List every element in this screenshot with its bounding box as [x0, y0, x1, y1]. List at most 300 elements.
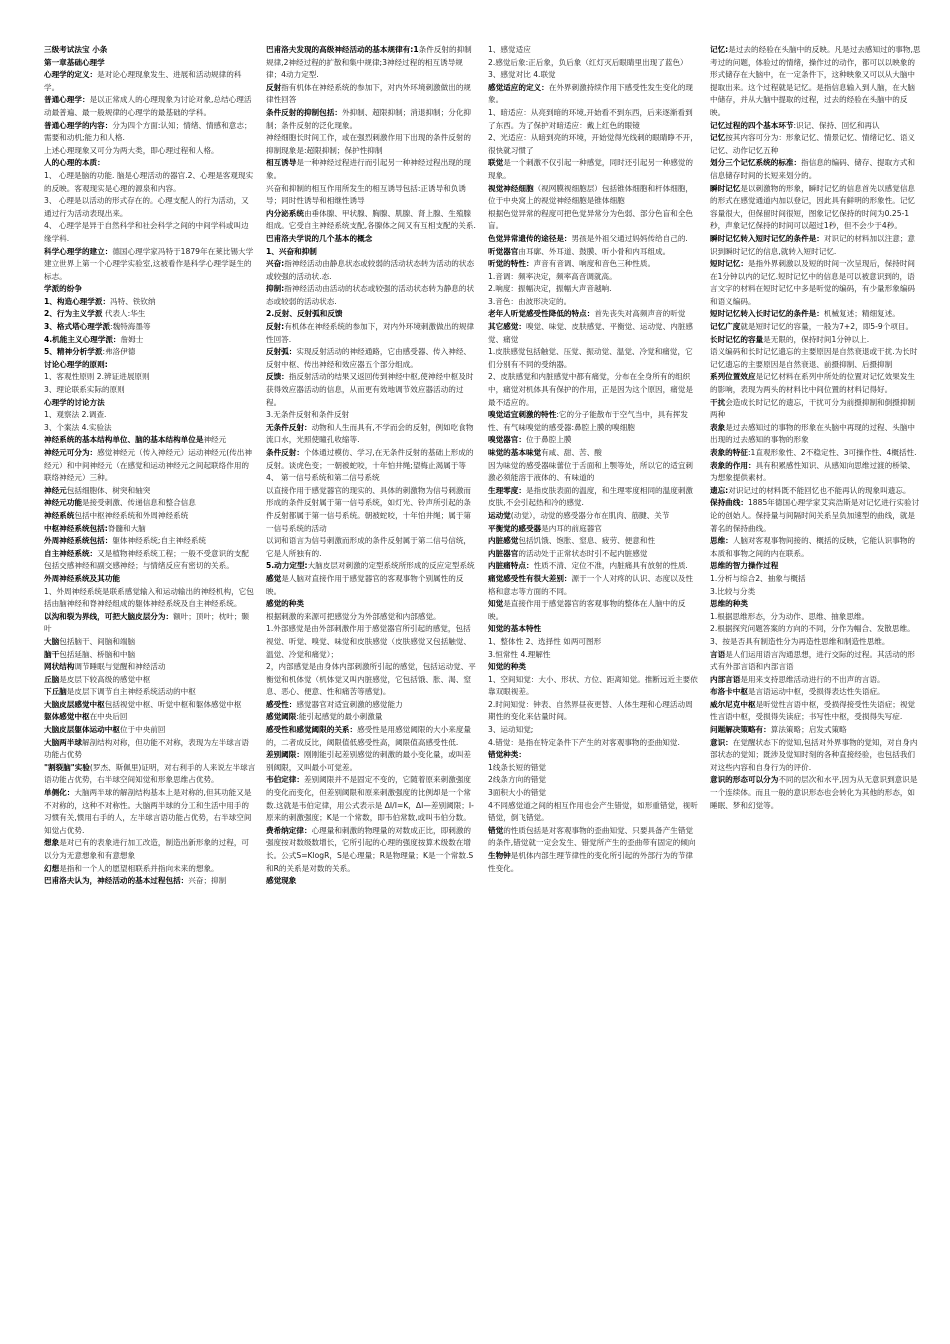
- body-text: 动物和人生而具有,不学而会的反射，例如吃食物流口水，光照使瞳孔收缩等.: [266, 422, 474, 445]
- body-text: 有机体在神经系统的参加下，对内外环境刺激做出的规律性回答.: [266, 322, 475, 344]
- bold-term: 遗忘:: [710, 485, 729, 495]
- bold-term: 思维的智力操作过程: [710, 561, 779, 571]
- bold-term: 记忆: [710, 133, 726, 143]
- paragraph: [710, 485, 922, 498]
- body-text: 3、感觉对比 4.联觉: [488, 70, 556, 80]
- paragraph: [44, 422, 256, 435]
- paragraph: [44, 737, 256, 762]
- body-text: 3.恒常性 4.理解性: [488, 649, 551, 659]
- paragraph: [266, 409, 478, 422]
- body-text: 是直接作用于感觉器官的客观事物的整体在人脑中的反映。: [488, 599, 686, 621]
- paragraph: [44, 497, 256, 510]
- bold-term: 错觉种类：: [488, 750, 526, 760]
- body-text: 是内耳的前庭器官: [541, 523, 602, 533]
- body-text: 是机体内部生理节律性的变化所引起的外部行为的节律性变化。: [488, 851, 694, 873]
- body-text: 又是植物神经系统工程；一般不受意识的支配包括交感神经和副交感神经；与情绪反应有密切的关系。: [44, 548, 250, 571]
- bold-term: 丘脑: [44, 674, 60, 684]
- paragraph: [710, 233, 922, 258]
- body-text: 是皮层下调节自主神经系统活动的中枢: [66, 687, 196, 697]
- body-text: 指有机体在神经系统的参加下，对内外环境刺激做出的规律性回答: [266, 82, 472, 105]
- bold-term: 心理学的讨论方法: [44, 397, 105, 407]
- body-text: 3、按是否具有制造性分为再造性思维和制造性思维。: [710, 636, 890, 646]
- paragraph: [44, 573, 256, 586]
- paragraph: [488, 258, 700, 271]
- paragraph: [488, 548, 700, 561]
- bold-term: 记忆广度: [710, 322, 741, 332]
- body-text: 是皮层下较高级的感觉中枢: [59, 674, 151, 684]
- paragraph: [488, 283, 700, 296]
- paragraph: [710, 535, 922, 560]
- paragraph: [488, 749, 700, 762]
- bold-term: 联觉: [488, 158, 504, 168]
- paragraph: [44, 485, 256, 498]
- paragraph: [266, 825, 478, 875]
- bold-term: 系列位置效应: [710, 372, 756, 382]
- bold-term: 反射弧：: [266, 347, 297, 357]
- body-text: 按其内容可分为：形象记忆、情景记忆、情绪记忆、语义记忆、动作记忆五种: [710, 133, 916, 155]
- body-text: 声音有音调、响度和音色三种性质。: [533, 259, 656, 269]
- body-text: 2、皮肤感觉和内脏感觉中都有痛觉，分布在全身所有的组织中，痛觉对机体具有保护的作用，正是因为这个原因，痛觉是最不适应的。: [488, 372, 694, 407]
- body-text: 对识记的材料加以注意；意识到瞬时记忆的信息,就转入短时记忆.: [710, 233, 916, 256]
- body-text: :弗洛伊德: [102, 347, 136, 357]
- paragraph: [266, 749, 478, 774]
- body-text: 有咸、甜、苦、酸: [541, 448, 602, 457]
- paragraph: [44, 863, 256, 876]
- paragraph: [488, 233, 700, 246]
- paragraph: [488, 850, 700, 875]
- paragraph: [44, 787, 256, 837]
- paragraph: [710, 573, 922, 586]
- bold-term: 心理学的定义：: [44, 70, 98, 80]
- body-text: 人脑对客观事物间接的、概括的反映，它能认识事物的本质和事物之间的内在联系。: [710, 536, 916, 558]
- paragraph: [44, 409, 256, 422]
- bold-term: 知觉的种类: [488, 662, 526, 672]
- body-text: 实现反射活动的神经通路，它由感受器、传入神经、反射中枢、传出神经和效应器五个部分组成。: [266, 347, 472, 369]
- body-text: 是言语运动中枢，受损得表达性失语症。: [747, 687, 885, 697]
- paragraph: [710, 560, 922, 573]
- paragraph: [488, 296, 700, 309]
- body-text: (罗杰、斯佩里)证明，对右利手的人来说左半球言语功能占优势，右半球空间知觉和形象思维占优势。: [44, 762, 256, 785]
- bold-term: 味觉的基本味觉: [488, 448, 542, 457]
- body-text: 额叶；顶叶；枕叶；颞叶: [44, 611, 250, 634]
- body-text: 由耳廓、外耳道、鼓膜、听小骨和内耳组成。: [518, 246, 671, 256]
- paragraph: [710, 598, 922, 611]
- bold-term: 费希纳定律：: [266, 825, 312, 835]
- body-text: 是对已有的表象进行加工改造，制造出新形象的过程，可以分为无意想象和有意想象: [44, 838, 250, 860]
- bold-term: 意识：: [710, 737, 733, 747]
- body-text: 2.根据探究问题答案的方向的不同，分作为幅合、发散思维。: [710, 624, 915, 634]
- paragraph: [266, 371, 478, 409]
- paragraph: [488, 82, 700, 107]
- column-3: [488, 44, 700, 1336]
- paragraph: [710, 686, 922, 699]
- bold-term: 反射:: [266, 322, 285, 332]
- bold-term: 内脏器官: [488, 548, 519, 558]
- body-text: 位于鼻腔上膜: [525, 435, 572, 445]
- bold-term: 内脏痛特点：: [488, 561, 534, 571]
- body-text: 外抑制、超限抑制；消退抑制；分化抑制；条件反射的泛化现象。: [266, 107, 472, 130]
- body-text: 是指和一个人的愿望相联系并指向未来的想象。: [59, 863, 219, 873]
- paragraph: [266, 560, 478, 573]
- paragraph: [488, 485, 700, 510]
- bold-term: 躯体感觉中枢: [44, 712, 90, 722]
- paragraph: [488, 107, 700, 132]
- body-text: 1.外部感觉是由外部刺激作用于感觉器官所引起的感觉，包括视觉、听觉、嗅觉、味觉和皮肤感觉（皮肤感觉又包括触觉、温觉、冷觉和痛觉）；: [266, 624, 472, 659]
- body-text: 4、 心理学是异于自然科学和社会科学之间的中间学科或叫边缘学科.: [44, 221, 249, 243]
- body-text: 在觉醒状态下的觉知,包括对外界事物的觉知，对自身内部状态的觉知；既涉及觉知时刻的各种直接经验，也包括我们对这些内容和自身行为的评价.: [710, 737, 918, 772]
- paragraph: [44, 397, 256, 410]
- bold-term: 幻想: [44, 863, 60, 873]
- paragraph: [266, 346, 478, 371]
- bold-term: 瞬时记忆转入短时记忆的条件是：: [710, 233, 824, 243]
- body-text: 1、客观性原则 2.辨证进展原则: [44, 372, 150, 382]
- body-text: 4.错觉：是指在特定条件下产生的对客观事物的歪曲知觉.: [488, 737, 680, 747]
- paragraph: [488, 598, 700, 623]
- paragraph: [710, 447, 922, 460]
- paragraph: [488, 649, 700, 662]
- paragraph: [266, 132, 478, 157]
- body-text: 感觉神经元（传入神经元）运动神经元(传出神经元）和中间神经元（在感觉和运动神经元之间起联络作用的联络神经元）三种。: [44, 448, 252, 483]
- body-text: 算法策略；启发式策略: [770, 725, 847, 735]
- paragraph: [710, 774, 922, 812]
- paragraph: [266, 611, 478, 624]
- paragraph: [488, 434, 700, 447]
- paragraph: [266, 875, 478, 888]
- paragraph: [710, 183, 922, 233]
- body-text: 1、暗适应：从亮到暗的环境,开始看不到东西，后来逐渐看到了东西。为了保护对暗适应：戴上红色的眼镜: [488, 107, 693, 130]
- paragraph: [266, 233, 478, 246]
- body-text: 因为味觉的感受器味蕾位于舌面和上颚等处，所以它的适宜刺激必须能溶于液体的、有味道的: [488, 460, 694, 483]
- body-text: 冯特、铁钦纳: [110, 296, 156, 306]
- bold-term: 讨论心理学的原则:: [44, 359, 108, 369]
- body-text: 根据色觉异常的程度可把色觉异常分为色弱、部分色盲和全色盲。: [488, 208, 694, 231]
- body-text: 语义编码和长时记忆遗忘的主要原因是自然衰退或干扰.为长时记忆遗忘的主要原因是自然衰退、前摄抑制、后摄抑制: [710, 347, 918, 369]
- paragraph: [266, 246, 478, 259]
- bold-term: 大脑: [44, 636, 60, 646]
- body-text: 2线条方向的错觉: [488, 775, 546, 785]
- paragraph: [266, 44, 478, 82]
- paragraph: [266, 258, 478, 283]
- bold-term: 生理零度：: [488, 485, 526, 495]
- paragraph: [44, 94, 256, 119]
- body-text: 由垂体腺、甲状腺、胸腺、肌腺、肾上腺、生殖腺组成。它受自主神经系统支配,各腺体之间又有互相支配的关系.: [266, 208, 476, 231]
- body-text: 是指外界刺激以及短的时间一次呈现后，保持时间在1分钟以内的记忆.短时记忆中的信息是可以被意识到的，语言文字的材料在短时记忆中多是听觉的编码，有少量形象编码和语义编码。: [710, 259, 916, 306]
- body-text: :它的分子能散布于空气当中，具有挥发性、有气味嗅觉的感受器:鼻腔上膜的嗅细胞: [488, 410, 688, 432]
- body-text: 1、整体性 2、选择性 如两可图形: [488, 636, 602, 646]
- body-text: 3、个案法 4.实验法: [44, 422, 112, 432]
- paragraph: [710, 120, 922, 133]
- bold-term: 科学心理学的建立：: [44, 246, 113, 256]
- body-text: 是以正常成人的心理现象为讨论对象,总结心理活动最普遍、最一般规律的心理学的最基础的学科。: [44, 95, 252, 117]
- paragraph: [710, 346, 922, 371]
- paragraph: [710, 308, 922, 321]
- bold-term: 反馈：: [266, 372, 289, 382]
- paragraph: [44, 170, 256, 195]
- paragraph: [710, 611, 922, 624]
- body-text: 在外界刺激持续作用下感受性发生变化的现象。: [488, 82, 694, 105]
- body-text: 代表人:华生: [102, 309, 146, 319]
- bold-term: 嗅觉器官：: [488, 435, 526, 445]
- bold-term: 感觉现象: [266, 876, 297, 886]
- paragraph: [488, 724, 700, 737]
- body-text: (动觉），动觉的感受器分布在肌肉、筋腱、关节: [510, 510, 670, 520]
- paragraph: [44, 283, 256, 296]
- bold-term: 三级考试法宝 小条: [44, 45, 108, 54]
- paragraph: [44, 699, 256, 712]
- paragraph: [488, 787, 700, 800]
- body-text: 感受性是用感觉阈限的大小来度量的，二者成反比，阈限值低感受性高，阈限值高感受性低.: [266, 725, 472, 747]
- paragraph: [488, 321, 700, 346]
- body-text: 包括脑干、间脑和端脑: [59, 636, 136, 646]
- body-text: 3.音色：由波形决定的。: [488, 296, 572, 306]
- body-text: 对识记过的材料既不能回忆也不能再认的现象叫遗忘。: [728, 485, 911, 495]
- bold-term: 老年人听觉感受性降低的特点：: [488, 309, 595, 319]
- body-text: 2.响度：振幅决定，振幅大声音越响.: [488, 284, 612, 294]
- paragraph: [44, 447, 256, 485]
- paragraph: [44, 57, 256, 70]
- bold-term: 普通心理学的内容：: [44, 120, 113, 130]
- bold-term: 外周神经系统包括：: [44, 536, 113, 546]
- bold-term: 听觉器官: [488, 246, 519, 256]
- body-text: 3.比较与分类: [710, 586, 756, 596]
- body-text: 机械复述；精细复述。: [823, 309, 900, 319]
- body-text: 包括细胞体、树突和轴突: [66, 485, 151, 495]
- paragraph: [488, 271, 700, 284]
- body-text: 嗅觉、味觉、皮肤感觉、平衡觉、运动觉、内脏感觉、痛觉: [488, 322, 694, 344]
- body-text: 刚刚能引起差别感觉的刺激的最小变化量，或叫差别阈限，又叫最小可觉差。: [266, 750, 472, 772]
- body-text: 1、感觉适应: [488, 45, 531, 54]
- bold-term: 兴奋:: [266, 259, 285, 269]
- paragraph: [44, 762, 256, 787]
- body-text: 大脑两半球的解剖结构基本上是对称的,但其功能又是不对称的，这种不对称性。大脑两半球的分工和生活中用手的习惯有关,惯用右手的人，左半球言语功能占优势，右半球空间知觉占优势.: [44, 788, 252, 835]
- paragraph: [488, 460, 700, 485]
- body-text: 1.皮肤感觉包括触觉、压觉、振动觉、温觉、冷觉和痛觉，它们分别有不同的受纳器。: [488, 347, 693, 369]
- body-text: 是用来支持思维活动进行的不出声的言语。: [740, 674, 885, 684]
- body-text: （视网膜视细胞层）包括锥体细胞和杆体细胞，位于中央窝上的视觉神经细胞是锥体细胞: [488, 183, 694, 206]
- paragraph: [266, 724, 478, 749]
- body-text: 源于一个人对疼的认识、态度以及性格和意志等方面的不同。: [488, 573, 694, 596]
- body-text: 在中央后回: [89, 712, 128, 722]
- body-text: 3面积大小的错觉: [488, 788, 546, 798]
- bold-term: 抑制:: [266, 284, 285, 294]
- paragraph: [44, 308, 256, 321]
- body-text: 指神经活动由活动的状态或较强的活动状态转为静息的状态或较弱的活动状态.: [266, 284, 475, 306]
- paragraph: [710, 724, 922, 737]
- body-text: 根据刺激的来源可把感觉分为外部感觉和内部感觉。: [266, 611, 441, 621]
- paragraph: [488, 44, 700, 57]
- paragraph: [44, 535, 256, 548]
- paragraph: [710, 334, 922, 347]
- paragraph: [488, 674, 700, 699]
- bold-term: 表象的作用：: [710, 460, 756, 470]
- body-text: 以直接作用于感觉器官的现实的、具体的刺激物为信号刺激而形成的条件反射属于第一信号系统，如灯光、铃声所引起的条件反射都属于第一信号系统。朝被蛇咬，十年怕井绳；属于第一信号系统的活动: [266, 485, 472, 533]
- paragraph: [266, 711, 478, 724]
- body-text: 3、理论联系实际的原则: [44, 385, 125, 395]
- body-text: 是人们运用语言沟通思想，进行交际的过程。其活动的形式有外部言语和内部言语: [710, 649, 916, 672]
- body-text: 是指皮肤表面的温度，和生理零度相同的温度刺激皮肤,不会引起热和冷的感觉.: [488, 485, 694, 508]
- bold-term: 保持曲线：: [710, 498, 748, 508]
- body-text: 1、观察法 2.调查.: [44, 410, 107, 420]
- body-text: 2，内部感觉是由身体内部刺激所引起的感觉，包括运动觉、平衡觉和机体觉（机体觉又叫内脏感觉，它包括饿、胀、渴、窒息、恶心、便意、性和痛苦等感觉)。: [266, 662, 476, 697]
- bold-term: 感受性和感觉阈限的关系：: [266, 725, 358, 735]
- body-text: 感觉器官对适宜刺激的感觉能力: [296, 699, 403, 709]
- paragraph: [488, 510, 700, 523]
- body-text: 1线条长短的错觉: [488, 762, 546, 772]
- body-text: 2.时间知觉：钟表、自然界昼夜更替、人体生理和心理活动周期性的变化来估量时间。: [488, 699, 693, 722]
- paragraph: [710, 699, 922, 724]
- paragraph: [44, 334, 256, 347]
- paragraph: [710, 44, 922, 120]
- paragraph: [710, 737, 922, 775]
- paragraph: [488, 246, 700, 259]
- body-text: 1885年德国心理学家艾宾浩斯是对记忆进行实验讨论的创始人。保持量与间隔时间关系呈负加速型的曲线，就是著名的保持曲线。: [710, 498, 920, 533]
- column-4: [710, 44, 922, 1336]
- bold-term: 内部言语: [710, 674, 741, 684]
- paragraph: [488, 774, 700, 787]
- paragraph: [266, 472, 478, 485]
- paragraph: [488, 409, 700, 434]
- body-text: 是接受刺激、传递信息和整合信息: [81, 498, 196, 508]
- paragraph: [488, 825, 700, 850]
- paragraph: [44, 548, 256, 573]
- body-text: 1、外周神经系统是联系感觉输入和运动输出的神经机构，它包括由脑神经和脊神经组成的躯体神经系统及自主神经系统。: [44, 586, 254, 609]
- paragraph: [44, 649, 256, 662]
- bold-term: 神经系统: [44, 510, 75, 520]
- bold-term: 反射: [266, 82, 282, 92]
- paragraph: [710, 460, 922, 485]
- paragraph: [488, 183, 700, 208]
- bold-term: 脑干: [44, 649, 60, 659]
- bold-term: 内脏感觉: [488, 536, 519, 546]
- bold-term: 问题解决策略有：: [710, 725, 771, 735]
- body-text: 是一种神经过程进行而引起另一种神经过程出现的现象。: [266, 158, 472, 180]
- body-text: 指信息的编码、储存、提取方式和信息储存时间的长短来划分的。: [710, 158, 916, 180]
- body-text: :魏特海墨等: [110, 322, 151, 332]
- paragraph: [710, 371, 922, 396]
- body-text: 1、空间知觉：大小、形状、方位、距离知觉。推断远近主要依靠双眼视差。: [488, 674, 698, 697]
- body-text: 性质不清、定位不准，内脏痛具有放射的性质.: [533, 561, 688, 571]
- bold-term: 长时记忆的容量: [710, 334, 764, 344]
- body-text: 1、 心理是脑的功能. 脑是心理活动的器官.2、心理是客观现实的反映。客观现实是心理的源泉和内容。: [44, 170, 254, 193]
- bold-term: 单侧化：: [44, 788, 75, 798]
- body-text: 指反射活动的结果又返回传到神经中枢,使神经中枢及时获得效应器活动的信息，从而更有效地调节效应器活动的过程。: [266, 372, 474, 407]
- paragraph: [44, 384, 256, 397]
- bold-term: 第一章基础心理学: [44, 57, 105, 67]
- paragraph: [44, 69, 256, 94]
- bold-term: 知觉的基本特性: [488, 624, 542, 634]
- bold-term: 思维的种类: [710, 599, 748, 609]
- paragraph: [488, 346, 700, 371]
- bold-term: 嗅觉适宜刺激的特性: [488, 410, 557, 420]
- paragraph: [488, 157, 700, 182]
- body-text: 男孩是外祖父通过妈妈传给自己的.: [571, 233, 688, 243]
- paragraph: [266, 485, 478, 535]
- paragraph: [266, 321, 478, 346]
- bold-term: 大脑皮层躯体运动中枢: [44, 725, 120, 735]
- bold-term: 2、行为主义学派: [44, 309, 103, 319]
- paragraph: [488, 57, 700, 70]
- paragraph: [488, 762, 700, 775]
- body-text: 调节睡眠与觉醒和神经活动: [74, 662, 166, 672]
- paragraph: [44, 674, 256, 687]
- bold-term: 视觉神经细胞: [488, 183, 534, 193]
- body-text: 个体通过模仿、学习,在无条件反射的基础上形成的反射。谈虎色变；一朝被蛇咬，十年怕井绳;望梅止渴属于等: [266, 448, 474, 470]
- paragraph: [488, 132, 700, 157]
- bold-term: 神经系统的基本结构单位、脑的基本结构单位是: [44, 435, 204, 445]
- bold-term: 1、兴奋和抑制: [266, 246, 317, 256]
- bold-term: 巴甫洛夫学说的几个基本的概念: [266, 233, 373, 243]
- paragraph: [44, 724, 256, 737]
- paragraph: [44, 711, 256, 724]
- paragraph: [266, 699, 478, 712]
- body-text: 以词和语言为信号刺激而形成的条件反射属于第二信号信统，它是人所独有的.: [266, 536, 472, 558]
- paragraph: [488, 800, 700, 825]
- bold-term: 普通心理学：: [44, 95, 90, 105]
- bold-term: 网状结构: [44, 662, 75, 672]
- bold-term: 巴甫洛夫认为，神经活动的基本过程包括：: [44, 876, 189, 886]
- body-text: :1直观形象性、2不稳定性、3可操作性、4概括性.: [747, 448, 917, 457]
- paragraph: [488, 535, 700, 548]
- bold-term: 4.机能主义心理学派：: [44, 334, 121, 344]
- paragraph: [266, 573, 478, 598]
- paragraph: [44, 371, 256, 384]
- body-text: 包括延脑、桥脑和中脑: [59, 649, 136, 659]
- paragraph: [44, 346, 256, 359]
- paragraph: [488, 447, 700, 460]
- body-text: 具有积累感性知识、从感知向思维过渡的桥梁、为想象提供素材。: [710, 460, 916, 483]
- bold-term: 1、构造心理学派：: [44, 296, 111, 306]
- paragraph: [488, 661, 700, 674]
- body-text: 是过去的经验在头脑中的反映。凡是过去感知过的事物,思考过的问题，体验过的情绪，操作过的动作，都可以以映象的形式储存在大脑中，在一定条件下，这种映象又可以从大脑中提取出来。这个过程就是记忆。是指信息输入到人脑，在大脑中储存，并从大脑中提取的过程，过去的经验在头脑中的反映。: [710, 45, 921, 117]
- paragraph: [44, 636, 256, 649]
- body-text: 4不同感觉道之间的相互作用也会产生错觉，如形重错觉，视听错觉，倒飞错觉。: [488, 800, 698, 823]
- bold-term: 生物钟: [488, 851, 511, 860]
- bold-term: 干扰: [710, 397, 726, 407]
- body-text: 包括视觉中枢、听觉中枢和躯体感觉中枢: [104, 699, 242, 709]
- paragraph: [488, 308, 700, 321]
- paragraph: [710, 258, 922, 308]
- paragraph: [44, 686, 256, 699]
- paragraph: [488, 69, 700, 82]
- bold-term: 神经元功能: [44, 498, 82, 508]
- paragraph: [710, 497, 922, 535]
- paragraph: [266, 107, 478, 132]
- paragraph: [266, 82, 478, 107]
- bold-term: 无条件反射：: [266, 422, 312, 432]
- body-text: 是记忆材料在系列中所处的位置对记忆效果发生的影响，表现为两头的材料比中间位置的材料记得好。: [710, 372, 916, 395]
- bold-term: "割裂脑"实验: [44, 762, 90, 772]
- body-text: 指神经活动由静息状态或较弱的活动状态转为活动的状态或较强的活动状.态.: [266, 259, 475, 281]
- body-text: 4、 第一信号系统和第二信号系统: [266, 473, 380, 483]
- bold-term: 巴甫洛夫发现的高级神经活动的基本规律有:1: [266, 45, 419, 54]
- bold-term: 内分泌系统: [266, 208, 304, 218]
- body-text: 兴奋；抑制: [188, 876, 227, 886]
- bold-term: 短时记忆：: [710, 259, 748, 269]
- paragraph: [44, 321, 256, 334]
- bold-term: 记忆:: [710, 45, 729, 54]
- bold-term: 中枢神经系统包括:: [44, 523, 108, 533]
- body-text: 上述心理现象又可分为两大类，即心理过程和人格。: [44, 145, 219, 155]
- bold-term: 错觉: [488, 825, 504, 835]
- paragraph: [266, 183, 478, 208]
- body-text: 2.感觉后象:正后象，负后象（红灯灭后眼睛里出现了蓝色）: [488, 57, 688, 67]
- paragraph: [488, 371, 700, 409]
- bold-term: 布洛卡中枢: [710, 687, 748, 697]
- bold-term: 韦伯定律：: [266, 775, 304, 785]
- body-text: 位于中央前回: [119, 725, 166, 735]
- body-text: 条件反射的抑制规律,2神经过程的扩散和集中规律;3神经过程的相互诱导规律；4动力定型.: [266, 45, 472, 80]
- body-text: 差别阈限并不是固定不变的，它随着原来刺激强度的变化而变化，但差别阈限和原来刺激强度的比例却是一个常数.这就是韦伯定律，用公式表示是 ΔI/I=K，ΔI—差别阈限；I-原来的刺激强度；K是一个常数，即韦伯常数,或叫韦伯分数。: [266, 775, 474, 823]
